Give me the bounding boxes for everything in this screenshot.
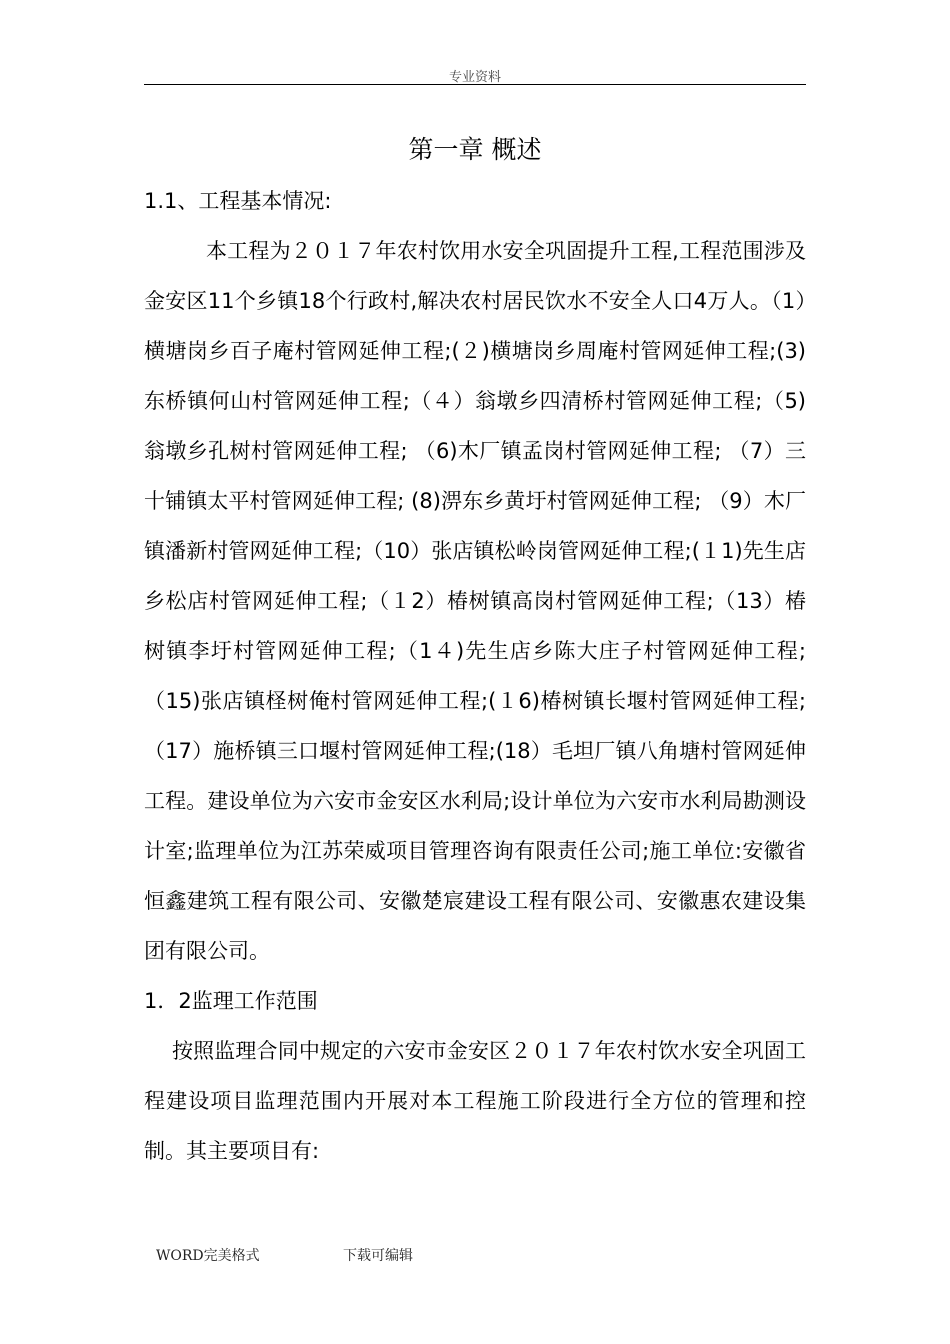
page-header: 专业资料 [448, 70, 501, 85]
section-heading-1-2: 1．2监理工作范围 [144, 989, 318, 1013]
section-heading-1-1: 1.1、工程基本情况: [144, 189, 332, 213]
header-divider [144, 84, 806, 85]
section-paragraph-1-1: 本工程为２０１７年农村饮用水安全巩固提升工程,工程范围涉及金安区11个乡镇18个行政村,解决农村居民饮水不安全人口4万人。（1）横塘岗乡百子庵村管网延伸工程;(２)横塘岗乡周庵村管网延伸工程;(3)东桥镇何山村管网延伸工程;（４）翁墩乡四清桥村管网延伸工程;（5)翁墩乡孔树村管网延伸工程; （6)木厂镇孟岗村管网延伸工程; （7）三十铺镇太平村管网延伸工程; (8)淠东乡黄圩村管网延伸工程; （9）木厂镇潘新村管网延伸工程;（10）张店镇松岭岗管网延伸工程;(１1)先生店乡松店村管网延伸工程;（１2）椿树镇高岗村管网延伸工程;（13）椿树镇李圩村管网延伸工程;（1４)先生店乡陈大庄子村管网延伸工程;（15)张店镇柽树俺村管网延伸工程;(１6)椿树镇长堰村管网延伸工程;（17）施桥镇三口堰村管网延伸工程;(18）毛坦厂镇八角塘村管网延伸工程。建设单位为六安市金安区水利局;设计单位为六安市水利局勘测设计室;监理单位为江苏荣威项目管理咨询有限责任公司;施工单位:安徽省恒鑫建筑工程有限公司、安徽楚宸建设工程有限公司、安徽惠农建设集团有限公司。 [144, 239, 806, 963]
document-body [144, 176, 806, 1176]
chapter-title: 第一章 概述 [408, 135, 542, 164]
footer-left-text: WORD完美格式 [156, 1248, 260, 1264]
section-paragraph-1-2: 按照监理合同中规定的六安市金安区２０１７年农村饮水安全巩固工程建设项目监理范围内开展对本工程施工阶段进行全方位的管理和控制。其主要项目有: [144, 1039, 806, 1163]
footer-right-text: 下载可编辑 [343, 1248, 413, 1264]
